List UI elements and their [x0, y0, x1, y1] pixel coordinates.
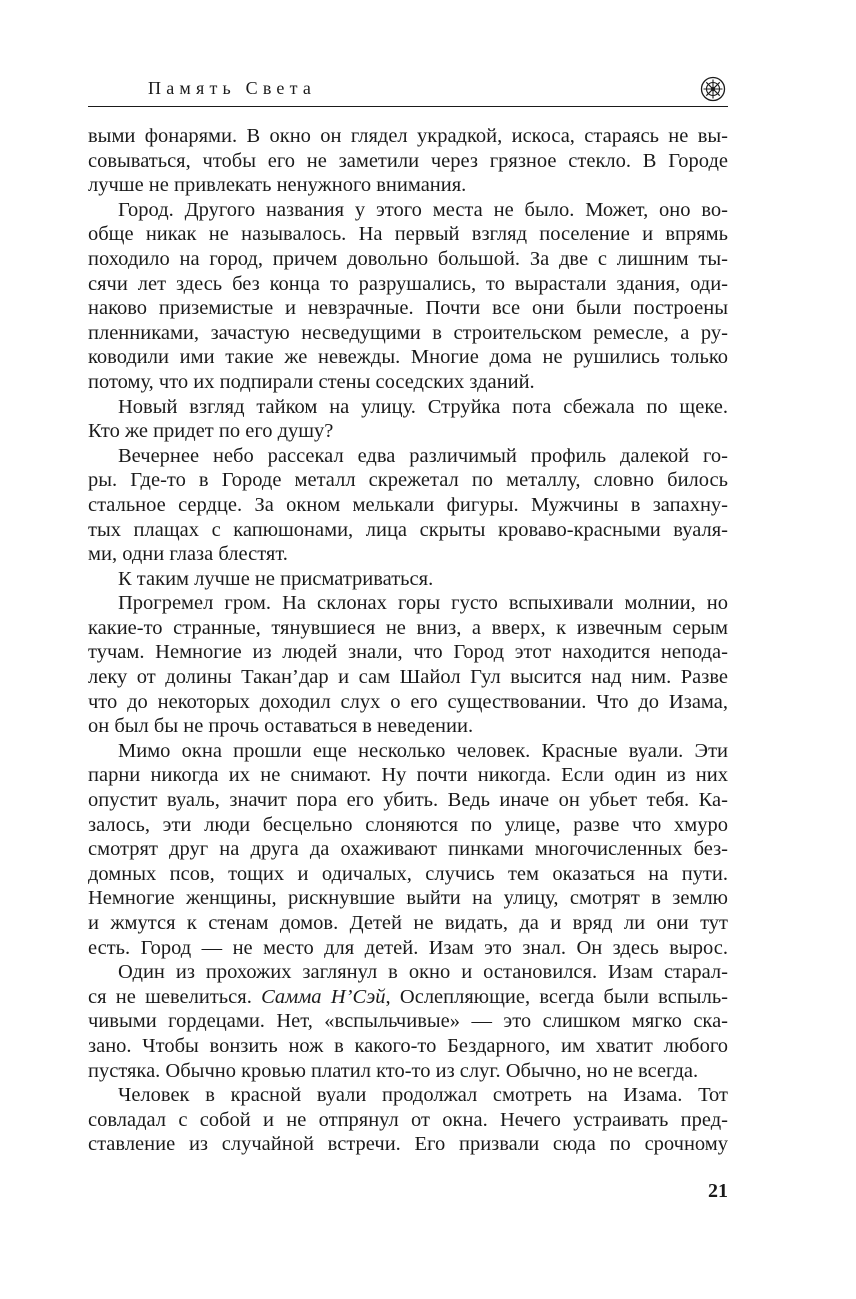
body-text — [88, 124, 728, 1157]
header-rule — [88, 106, 728, 107]
text-line: Город. Другого названия у этого места не было. Может, оно во- — [118, 198, 728, 221]
text-line: пленниками, зачастую несведущими в строительском ремесле, а ру- — [88, 321, 728, 344]
text-line: наково приземистые и невзрачные. Почти все они были построены — [88, 297, 728, 320]
text-line: ми, одни глаза блестят. — [88, 543, 288, 566]
text-line: лучше не привлекать ненужного внимания. — [88, 174, 467, 197]
running-title: Память Света — [148, 78, 317, 98]
wheel-ornament-icon — [700, 76, 726, 102]
text-line: К таким лучше не присматриваться. — [118, 567, 434, 590]
text-line: Кто же придет по его душу? — [88, 420, 334, 443]
text-line: он был бы не прочь оставаться в неведении. — [88, 715, 474, 738]
text-line: потому, что их подпирали стены соседских зданий. — [88, 370, 535, 393]
text-line: ставление из случайной встречи. Его призвали сюда по срочному — [88, 1133, 728, 1156]
text-line: и жмутся к стенам домов. Детей не видать, да и вряд ли они тут — [88, 912, 728, 934]
text-line: Человек в красной вуали продолжал смотреть на Изама. Тот — [118, 1084, 728, 1107]
text-line: Прогремел гром. На склонах горы густо вспыхивали молнии, но — [118, 592, 728, 615]
text-line: опустит вуаль, значит пора его убить. Ведь иначе он убьет тебя. Ка- — [88, 789, 728, 812]
text-line: какие-то странные, тянувшиеся не вниз, а вверх, к извечным серым — [88, 616, 728, 639]
text-line — [88, 985, 728, 1010]
running-head — [88, 76, 728, 106]
text-line: что до некоторых доходил слух о его существовании. Что до Изама, — [88, 690, 728, 713]
text-line: совладал с собой и не отпрянул от окна. Нечего устраивать пред- — [88, 1108, 728, 1131]
text-line: зано. Чтобы вонзить нож в какого-то Бездарного, им хватит любого — [88, 1034, 728, 1057]
text-line: есть. Город — не место для детей. Изам это знал. Он здесь вырос. — [88, 936, 728, 959]
text-line: стальное сердце. За окном мелькали фигуры. Мужчины в запахну- — [88, 493, 728, 516]
text-line: смотрят друг на друга да охаживают пинками многочисленных без- — [88, 838, 728, 861]
text-line: леку от долины Такан’дар и сам Шайол Гул высится над ним. Разве — [88, 666, 728, 689]
text-line: тучам. Немногие из людей знали, что Город этот находится непода- — [88, 641, 728, 664]
text-line: Новый взгляд тайком на улицу. Струйка пота сбежала по щеке. — [118, 395, 728, 418]
text-line: выми фонарями. В окно он глядел украдкой, искоса, стараясь не вы- — [88, 125, 728, 147]
text-line: сячи лет здесь без конца то разрушались, то вырастали здания, оди- — [88, 272, 728, 295]
text-line: ры. Где-то в Городе металл скрежетал по металлу, словно билось — [88, 469, 728, 492]
page-number: 21 — [708, 1180, 728, 1202]
text-line: домных псов, тощих и одичалых, случись тем оказаться на пути. — [88, 862, 728, 885]
text-line: Вечернее небо рассекал едва различимый профиль далекой го- — [118, 444, 728, 467]
text-segment: , Ослепляющие, всегда были вспыль- — [385, 985, 728, 1008]
text-line: тых плащах с капюшонами, лица скрыты кроваво-красными вуаля- — [88, 518, 728, 541]
italic-term: Самма Н’Сэй — [261, 985, 386, 1008]
text-line: залось, эти люди бесцельно слоняются по улице, разве что хмуро — [88, 813, 728, 836]
text-line: обще никак не называлось. На первый взгляд поселение и впрямь — [88, 223, 728, 246]
text-line: Мимо окна прошли еще несколько человек. Красные вуали. Эти — [118, 739, 728, 762]
text-line: пустяка. Обычно кровью платил кто-то из слуг. Обычно, но не всегда. — [88, 1059, 699, 1082]
text-line: походило на город, причем довольно большой. За две с лишним ты- — [88, 247, 728, 270]
text-line: ководили ими такие же невежды. Многие дома не рушились только — [88, 346, 728, 369]
text-line: чивыми гордецами. Нет, «вспыльчивые» — это слишком мягко ска- — [88, 1010, 728, 1033]
text-line: Один из прохожих заглянул в окно и остановился. Изам старал- — [118, 961, 728, 984]
text-line: парни никогда их не снимают. Ну почти никогда. Если один из них — [88, 764, 728, 787]
text-line: совываться, чтобы его не заметили через грязное стекло. В Городе — [88, 149, 728, 172]
text-segment: ся не шевелиться. — [88, 985, 262, 1008]
text-line: Немногие женщины, рискнувшие выйти на улицу, смотрят в землю — [88, 887, 728, 910]
